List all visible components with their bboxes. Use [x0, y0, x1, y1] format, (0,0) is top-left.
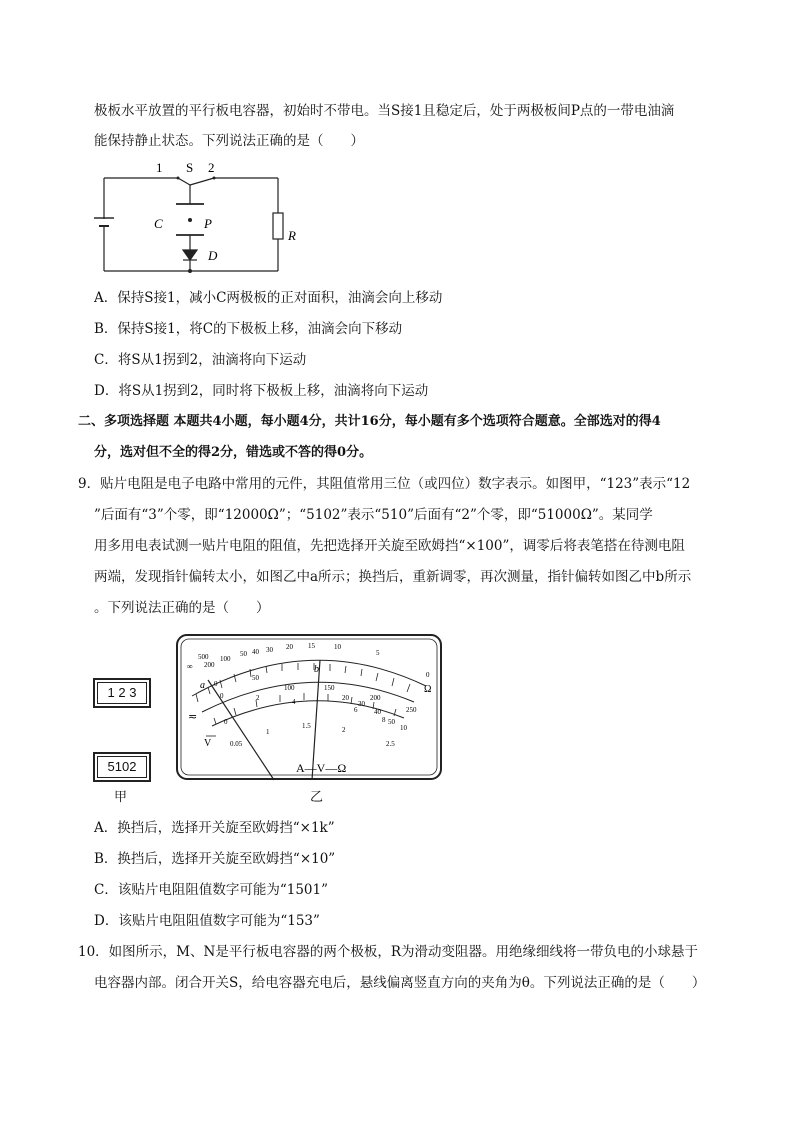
ohm-tick-100: 100: [220, 655, 231, 663]
ohm-tick-15: 15: [308, 642, 315, 650]
ac-symbol: ≂: [188, 711, 198, 723]
q9-stem-line1: 9．贴片电阻是电子电路中常用的元件，其阻值常用三位（或四位）数字表示。如图甲，“123”表示“12: [78, 476, 691, 492]
mid-tick-4: 4: [292, 698, 296, 706]
ohm-tick-200: 200: [204, 661, 215, 669]
chip-resistor-123: [93, 678, 151, 708]
ohm-tick-500: 500: [198, 653, 209, 661]
dc-tick-50: 50: [252, 674, 259, 682]
chip-resistor-5102: [93, 752, 151, 782]
ohm-tick-20: 20: [286, 643, 293, 651]
ohm-unit-label: Ω: [424, 684, 432, 695]
point-p-label: P: [204, 216, 212, 231]
capacitor-label: C: [154, 216, 163, 231]
q9-option-a: A．换挡后，选择开关旋至欧姆挡“×1k”: [94, 820, 335, 836]
q9-option-b: B．换挡后，选择开关旋至欧姆挡“×10”: [94, 851, 336, 867]
q8-option-b: B．保持S接1，将C的下极板上移，油滴会向下移动: [94, 321, 403, 337]
dc-tick-100: 100: [284, 684, 295, 692]
q9-option-c: C．该贴片电阻阻值数字可能为“1501”: [94, 882, 328, 898]
dc-tick-150: 150: [324, 684, 335, 692]
q9-option-d: D．该贴片电阻阻值数字可能为“153”: [94, 913, 320, 929]
ohm-tick-50: 50: [240, 650, 247, 658]
ohm-tick-5: 5: [376, 649, 380, 657]
dc-tick-250: 250: [406, 706, 417, 714]
q8-option-d: D．将S从1拐到2，同时将下极板上移，油滴将向下运动: [94, 383, 429, 399]
mid-tick-6: 6: [354, 706, 358, 714]
mid-tick-2: 2: [256, 694, 260, 702]
ac-tick-005: 0.05: [230, 740, 243, 748]
pointer-b-label: b: [314, 664, 319, 675]
q9-stem-line4: 两端，发现指针偏转太小，如图乙中a所示；换挡后，重新调零，再次测量，指针偏转如图乙中b所示: [94, 569, 692, 585]
ac-tick-0: 0: [224, 718, 228, 726]
q10-stem-line2: 电容器内部。闭合开关S，给电容器充电后，悬线偏离竖直方向的夹角为θ。下列说法正确的是（ ）: [94, 975, 706, 991]
chip-code-5102: 5102: [97, 756, 147, 778]
mid-tick-10: 10: [400, 724, 407, 732]
ac-tick-25: 2.5: [386, 740, 395, 748]
mid-tick-40: 40: [374, 708, 381, 716]
mid-tick-30: 30: [358, 700, 365, 708]
section2-header-line2: 分，选对但不全的得2分，错选或不答的得0分。: [94, 445, 373, 460]
mid-tick-50: 50: [388, 718, 395, 726]
q9-stem-line2: ”后面有“3”个零，即“12000Ω”；“5102”表示“510”后面有“2”个零，即“51000Ω”。某同学: [94, 507, 653, 523]
ohm-tick-40: 40: [252, 648, 259, 656]
q8-option-c: C．将S从1拐到2，油滴将向下运动: [94, 352, 307, 368]
ac-tick-1: 1: [266, 728, 270, 736]
ohm-tick-0: 0: [426, 671, 430, 679]
avo-label: A—V—Ω: [296, 761, 347, 775]
switch-label: S: [186, 160, 194, 175]
pointer-a-label: a: [200, 680, 205, 691]
ohm-tick-30: 30: [266, 646, 273, 654]
mid-tick-8: 8: [382, 716, 386, 724]
diode-label: D: [208, 248, 218, 263]
ac-tick-15: 1.5: [302, 722, 311, 730]
figure-jia-caption: 甲: [114, 790, 128, 805]
switch-node-2: 2: [208, 160, 215, 175]
q8-circuit-diagram: [90, 158, 320, 280]
q9-stem-line3: 用多用电表试测一贴片电阻的阻值，先把选择开关旋至欧姆挡“×100”，调零后将表笔搭在待测电阻: [94, 538, 685, 554]
dc-tick-200: 200: [370, 694, 381, 702]
ac-tick-2: 2: [342, 726, 346, 734]
q8-stem-line1: 极板水平放置的平行板电容器，初始时不带电。当S接1且稳定后，处于两极板间P点的一带电油滴: [94, 103, 675, 119]
switch-node-1: 1: [156, 160, 163, 175]
figure-yi-caption: 乙: [310, 790, 324, 805]
resistor-label: R: [288, 228, 296, 243]
section2-header-line1: 二、多项选择题 本题共4小题，每小题4分，共计16分，每小题有多个选项符合题意。全部选对的得4: [78, 414, 661, 429]
mid-tick-20: 20: [342, 694, 349, 702]
q10-stem-line1: 10．如图所示，M、N是平行板电容器的两个极板，R为滑动变阻器。用绝缘细线将一带负电的小球悬于: [78, 944, 698, 960]
q8-stem-line2: 能保持静止状态。下列说法正确的是（ ）: [94, 133, 364, 149]
mid-tick-0: 0: [220, 692, 224, 700]
ohm-tick-inf: ∞: [187, 662, 193, 671]
dc-v-symbol: V: [204, 738, 212, 749]
ohm-tick-10: 10: [334, 643, 341, 651]
q8-option-a: A．保持S接1，减小C两极板的正对面积，油滴会向上移动: [94, 290, 443, 306]
q9-stem-line5: 。下列说法正确的是（ ）: [94, 600, 270, 616]
chip-code-123: 1 2 3: [97, 682, 147, 704]
multimeter-dial: [174, 632, 444, 782]
dc-tick-0: 0: [214, 680, 218, 688]
